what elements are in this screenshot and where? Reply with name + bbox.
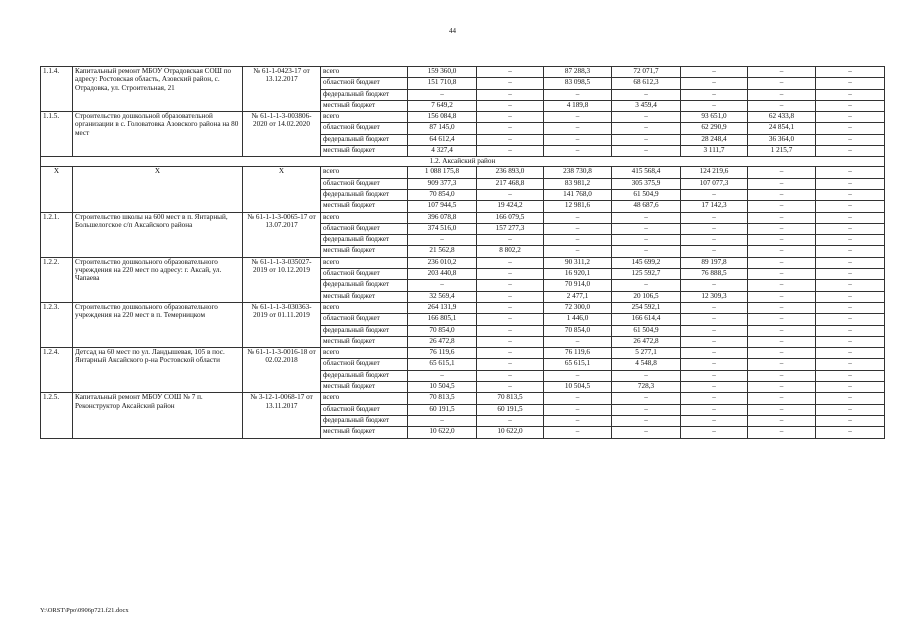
- amount-cell: –: [816, 189, 885, 200]
- page-number: 44: [449, 27, 456, 35]
- amount-cell: –: [681, 67, 748, 78]
- amount-cell: 5 277,1: [612, 348, 681, 359]
- amount-cell: –: [612, 404, 681, 415]
- amount-cell: –: [748, 370, 816, 381]
- amount-cell: 12 309,3: [681, 291, 748, 302]
- project-name: Строительство дошкольного образовательного учреждения на 220 мест в п. Темерницком: [73, 302, 243, 347]
- amount-cell: 16 920,1: [544, 269, 612, 280]
- amount-cell: –: [681, 212, 748, 223]
- amount-cell: –: [681, 415, 748, 426]
- amount-cell: 70 914,0: [544, 280, 612, 291]
- project-document: № 61-1-1-3-0016-18 от 02.02.2018: [243, 348, 321, 393]
- amount-cell: –: [477, 112, 544, 123]
- amount-cell: –: [748, 189, 816, 200]
- amount-cell: –: [612, 427, 681, 438]
- project-number: 1.2.2.: [41, 257, 73, 302]
- amount-cell: –: [748, 269, 816, 280]
- funding-source-label: местный бюджет: [321, 291, 408, 302]
- funding-source-label: местный бюджет: [321, 336, 408, 347]
- amount-cell: 415 568,4: [612, 167, 681, 178]
- amount-cell: –: [681, 302, 748, 313]
- funding-source-label: местный бюджет: [321, 201, 408, 212]
- amount-cell: 145 699,2: [612, 257, 681, 268]
- amount-cell: –: [748, 359, 816, 370]
- table-row: [41, 302, 885, 313]
- amount-cell: 305 375,9: [612, 178, 681, 189]
- amount-cell: 909 377,3: [408, 178, 477, 189]
- amount-cell: 10 504,5: [408, 382, 477, 393]
- amount-cell: –: [544, 212, 612, 223]
- amount-cell: 64 612,4: [408, 134, 477, 145]
- amount-cell: 12 981,6: [544, 201, 612, 212]
- amount-cell: –: [477, 415, 544, 426]
- amount-cell: –: [477, 189, 544, 200]
- amount-cell: –: [816, 314, 885, 325]
- amount-cell: 61 504,9: [612, 189, 681, 200]
- amount-cell: 10 622,0: [477, 427, 544, 438]
- amount-cell: –: [816, 223, 885, 234]
- funding-source-label: федеральный бюджет: [321, 134, 408, 145]
- amount-cell: 48 687,6: [612, 201, 681, 212]
- amount-cell: 70 854,0: [544, 325, 612, 336]
- amount-cell: 83 981,2: [544, 178, 612, 189]
- amount-cell: 72 300,0: [544, 302, 612, 313]
- amount-cell: –: [748, 382, 816, 393]
- amount-cell: 19 424,2: [477, 201, 544, 212]
- amount-cell: 236 010,2: [408, 257, 477, 268]
- amount-cell: 36 364,0: [748, 134, 816, 145]
- amount-cell: –: [477, 89, 544, 100]
- section-title: 1.2. Аксайский район: [41, 157, 885, 167]
- amount-cell: –: [681, 89, 748, 100]
- amount-cell: –: [408, 235, 477, 246]
- amount-cell: 151 710,8: [408, 78, 477, 89]
- funding-source-label: местный бюджет: [321, 100, 408, 111]
- amount-cell: 166 079,5: [477, 212, 544, 223]
- amount-cell: –: [681, 348, 748, 359]
- amount-cell: 26 472,8: [408, 336, 477, 347]
- funding-source-label: федеральный бюджет: [321, 370, 408, 381]
- amount-cell: –: [748, 393, 816, 404]
- amount-cell: –: [612, 370, 681, 381]
- amount-cell: –: [681, 246, 748, 257]
- project-number: 1.2.1.: [41, 212, 73, 257]
- project-document: № 61-1-0423-17 от 13.12.2017: [243, 67, 321, 112]
- amount-cell: 3 459,4: [612, 100, 681, 111]
- amount-cell: –: [612, 89, 681, 100]
- project-document: № 61-1-1-3-003806-2020 от 14.02.2020: [243, 112, 321, 157]
- amount-cell: –: [477, 314, 544, 325]
- amount-cell: –: [612, 235, 681, 246]
- project-document: № 61-1-1-3-035027-2019 от 10.12.2019: [243, 257, 321, 302]
- section-header-row: [41, 157, 885, 167]
- amount-cell: –: [544, 415, 612, 426]
- amount-cell: 24 854,1: [748, 123, 816, 134]
- amount-cell: –: [748, 89, 816, 100]
- amount-cell: –: [681, 359, 748, 370]
- funding-source-label: всего: [321, 348, 408, 359]
- funding-source-label: всего: [321, 257, 408, 268]
- amount-cell: –: [544, 223, 612, 234]
- amount-cell: –: [681, 382, 748, 393]
- amount-cell: –: [748, 280, 816, 291]
- amount-cell: 70 813,5: [477, 393, 544, 404]
- amount-cell: –: [816, 112, 885, 123]
- amount-cell: –: [544, 404, 612, 415]
- amount-cell: 70 813,5: [408, 393, 477, 404]
- footer-path: Y:\ORST\Ppo\0906p721.f21.docx: [40, 607, 129, 614]
- amount-cell: –: [748, 302, 816, 313]
- amount-cell: 26 472,8: [612, 336, 681, 347]
- amount-cell: –: [816, 393, 885, 404]
- amount-cell: –: [748, 348, 816, 359]
- amount-cell: 217 468,8: [477, 178, 544, 189]
- amount-cell: –: [816, 336, 885, 347]
- amount-cell: 3 111,7: [681, 146, 748, 157]
- amount-cell: –: [477, 146, 544, 157]
- amount-cell: 157 277,3: [477, 223, 544, 234]
- project-name: Строительство дошкольного образовательного учреждения на 220 мест по адресу: г. Аксай, ул. Чапаева: [73, 257, 243, 302]
- amount-cell: –: [477, 123, 544, 134]
- project-document: № 3-12-1-0068-17 от 13.11.2017: [243, 393, 321, 438]
- amount-cell: 61 504,9: [612, 325, 681, 336]
- amount-cell: –: [748, 257, 816, 268]
- amount-cell: 1 215,7: [748, 146, 816, 157]
- funding-source-label: федеральный бюджет: [321, 325, 408, 336]
- amount-cell: –: [477, 134, 544, 145]
- project-name: Х: [73, 167, 243, 212]
- project-name: Строительство дошкольной образовательной организации в с. Головатовка Азовского района на 80 мест: [73, 112, 243, 157]
- amount-cell: –: [816, 257, 885, 268]
- amount-cell: 87 288,3: [544, 67, 612, 78]
- amount-cell: –: [544, 123, 612, 134]
- amount-cell: –: [748, 314, 816, 325]
- amount-cell: –: [477, 382, 544, 393]
- amount-cell: 4 189,8: [544, 100, 612, 111]
- amount-cell: 1 446,0: [544, 314, 612, 325]
- amount-cell: 107 944,5: [408, 201, 477, 212]
- amount-cell: –: [544, 336, 612, 347]
- amount-cell: –: [816, 382, 885, 393]
- amount-cell: –: [748, 427, 816, 438]
- amount-cell: –: [748, 415, 816, 426]
- amount-cell: –: [748, 78, 816, 89]
- amount-cell: 90 311,2: [544, 257, 612, 268]
- amount-cell: 203 440,8: [408, 269, 477, 280]
- amount-cell: 68 612,3: [612, 78, 681, 89]
- amount-cell: 62 433,8: [748, 112, 816, 123]
- amount-cell: 93 651,0: [681, 112, 748, 123]
- funding-source-label: федеральный бюджет: [321, 89, 408, 100]
- project-name: Капитальный ремонт МБОУ Отрадовская СОШ по адресу: Ростовская область, Азовский район, с. Отрадовка, ул. Строительная, 21: [73, 67, 243, 112]
- amount-cell: –: [477, 280, 544, 291]
- amount-cell: –: [748, 201, 816, 212]
- funding-source-label: федеральный бюджет: [321, 415, 408, 426]
- project-document: № 61-1-1-3-030363-2019 от 01.11.2019: [243, 302, 321, 347]
- funding-source-label: всего: [321, 393, 408, 404]
- funding-source-label: всего: [321, 167, 408, 178]
- table-row: [41, 67, 885, 78]
- amount-cell: 7 649,2: [408, 100, 477, 111]
- amount-cell: –: [408, 415, 477, 426]
- amount-cell: –: [544, 235, 612, 246]
- table-row: [41, 257, 885, 268]
- amount-cell: 141 768,0: [544, 189, 612, 200]
- amount-cell: –: [477, 67, 544, 78]
- amount-cell: –: [612, 280, 681, 291]
- funding-source-label: областной бюджет: [321, 123, 408, 134]
- amount-cell: –: [681, 370, 748, 381]
- amount-cell: 254 592,1: [612, 302, 681, 313]
- amount-cell: –: [748, 100, 816, 111]
- amount-cell: 374 516,0: [408, 223, 477, 234]
- amount-cell: –: [612, 246, 681, 257]
- amount-cell: –: [477, 291, 544, 302]
- table-row: [41, 167, 885, 178]
- amount-cell: 107 077,3: [681, 178, 748, 189]
- project-name: Детсад на 60 мест по ул. Ландышевая, 105 в пос. Янтарный Аксайского р-на Ростовской области: [73, 348, 243, 393]
- amount-cell: –: [681, 78, 748, 89]
- amount-cell: –: [816, 269, 885, 280]
- project-number: Х: [41, 167, 73, 212]
- amount-cell: 159 360,0: [408, 67, 477, 78]
- budget-table: [40, 66, 885, 439]
- amount-cell: –: [816, 280, 885, 291]
- amount-cell: 4 548,8: [612, 359, 681, 370]
- amount-cell: –: [816, 246, 885, 257]
- amount-cell: –: [816, 100, 885, 111]
- amount-cell: 21 562,8: [408, 246, 477, 257]
- amount-cell: –: [748, 178, 816, 189]
- amount-cell: 62 290,9: [681, 123, 748, 134]
- amount-cell: –: [408, 280, 477, 291]
- amount-cell: 166 805,1: [408, 314, 477, 325]
- amount-cell: –: [681, 280, 748, 291]
- amount-cell: –: [816, 123, 885, 134]
- amount-cell: –: [748, 404, 816, 415]
- amount-cell: –: [477, 269, 544, 280]
- amount-cell: 4 327,4: [408, 146, 477, 157]
- amount-cell: –: [681, 314, 748, 325]
- amount-cell: –: [408, 89, 477, 100]
- amount-cell: 20 106,5: [612, 291, 681, 302]
- amount-cell: –: [612, 393, 681, 404]
- amount-cell: 89 197,8: [681, 257, 748, 268]
- funding-source-label: областной бюджет: [321, 269, 408, 280]
- amount-cell: –: [681, 223, 748, 234]
- amount-cell: –: [816, 78, 885, 89]
- amount-cell: –: [612, 112, 681, 123]
- amount-cell: 124 219,6: [681, 167, 748, 178]
- amount-cell: –: [816, 415, 885, 426]
- amount-cell: –: [681, 404, 748, 415]
- funding-source-label: местный бюджет: [321, 427, 408, 438]
- amount-cell: –: [816, 201, 885, 212]
- amount-cell: 76 888,5: [681, 269, 748, 280]
- amount-cell: –: [816, 67, 885, 78]
- amount-cell: –: [748, 235, 816, 246]
- amount-cell: –: [748, 212, 816, 223]
- project-document: Х: [243, 167, 321, 212]
- amount-cell: –: [816, 427, 885, 438]
- funding-source-label: всего: [321, 67, 408, 78]
- amount-cell: –: [544, 112, 612, 123]
- amount-cell: –: [748, 325, 816, 336]
- amount-cell: –: [612, 146, 681, 157]
- amount-cell: –: [748, 336, 816, 347]
- funding-source-label: всего: [321, 302, 408, 313]
- amount-cell: 17 142,3: [681, 201, 748, 212]
- amount-cell: 125 592,7: [612, 269, 681, 280]
- amount-cell: –: [477, 336, 544, 347]
- amount-cell: –: [612, 123, 681, 134]
- amount-cell: 65 615,1: [408, 359, 477, 370]
- table-row: [41, 112, 885, 123]
- amount-cell: –: [544, 146, 612, 157]
- table-row: [41, 393, 885, 404]
- amount-cell: 87 145,0: [408, 123, 477, 134]
- project-name: Капитальный ремонт МБОУ СОШ № 7 п. Реконструктор Аксайский район: [73, 393, 243, 438]
- amount-cell: –: [477, 370, 544, 381]
- amount-cell: –: [816, 178, 885, 189]
- amount-cell: 238 730,8: [544, 167, 612, 178]
- amount-cell: –: [681, 427, 748, 438]
- amount-cell: 76 119,6: [544, 348, 612, 359]
- project-number: 1.1.4.: [41, 67, 73, 112]
- amount-cell: 70 854,0: [408, 325, 477, 336]
- amount-cell: –: [681, 100, 748, 111]
- funding-source-label: всего: [321, 112, 408, 123]
- amount-cell: –: [477, 359, 544, 370]
- amount-cell: –: [816, 359, 885, 370]
- amount-cell: –: [816, 302, 885, 313]
- amount-cell: –: [477, 325, 544, 336]
- amount-cell: –: [612, 223, 681, 234]
- amount-cell: 166 614,4: [612, 314, 681, 325]
- amount-cell: –: [816, 325, 885, 336]
- funding-source-label: местный бюджет: [321, 382, 408, 393]
- amount-cell: 728,3: [612, 382, 681, 393]
- amount-cell: –: [681, 393, 748, 404]
- project-number: 1.2.4.: [41, 348, 73, 393]
- table-row: [41, 212, 885, 223]
- amount-cell: –: [816, 146, 885, 157]
- funding-source-label: местный бюджет: [321, 246, 408, 257]
- amount-cell: –: [816, 291, 885, 302]
- amount-cell: 76 119,6: [408, 348, 477, 359]
- funding-source-label: федеральный бюджет: [321, 280, 408, 291]
- amount-cell: –: [477, 78, 544, 89]
- amount-cell: –: [748, 67, 816, 78]
- amount-cell: –: [748, 223, 816, 234]
- funding-source-label: областной бюджет: [321, 78, 408, 89]
- funding-source-label: областной бюджет: [321, 314, 408, 325]
- amount-cell: 10 504,5: [544, 382, 612, 393]
- amount-cell: –: [681, 325, 748, 336]
- amount-cell: 156 084,8: [408, 112, 477, 123]
- amount-cell: –: [748, 246, 816, 257]
- amount-cell: –: [816, 167, 885, 178]
- amount-cell: 8 802,2: [477, 246, 544, 257]
- amount-cell: –: [477, 348, 544, 359]
- amount-cell: –: [816, 89, 885, 100]
- amount-cell: 1 088 175,8: [408, 167, 477, 178]
- amount-cell: –: [816, 348, 885, 359]
- amount-cell: –: [816, 134, 885, 145]
- amount-cell: –: [544, 370, 612, 381]
- funding-source-label: областной бюджет: [321, 223, 408, 234]
- funding-source-label: всего: [321, 212, 408, 223]
- project-number: 1.1.5.: [41, 112, 73, 157]
- amount-cell: 10 622,0: [408, 427, 477, 438]
- amount-cell: –: [816, 404, 885, 415]
- funding-source-label: областной бюджет: [321, 359, 408, 370]
- amount-cell: –: [544, 134, 612, 145]
- amount-cell: –: [612, 212, 681, 223]
- funding-source-label: федеральный бюджет: [321, 235, 408, 246]
- amount-cell: –: [816, 212, 885, 223]
- amount-cell: 396 078,8: [408, 212, 477, 223]
- project-name: Строительство школы на 600 мест в п. Янтарный, Большелогское с/п Аксайского района: [73, 212, 243, 257]
- amount-cell: –: [748, 167, 816, 178]
- amount-cell: –: [477, 235, 544, 246]
- amount-cell: 28 248,4: [681, 134, 748, 145]
- amount-cell: –: [681, 235, 748, 246]
- amount-cell: –: [748, 291, 816, 302]
- amount-cell: 60 191,5: [408, 404, 477, 415]
- amount-cell: –: [612, 134, 681, 145]
- funding-source-label: федеральный бюджет: [321, 189, 408, 200]
- project-number: 1.2.3.: [41, 302, 73, 347]
- amount-cell: –: [544, 393, 612, 404]
- amount-cell: –: [681, 336, 748, 347]
- amount-cell: –: [477, 257, 544, 268]
- funding-source-label: областной бюджет: [321, 404, 408, 415]
- amount-cell: –: [408, 370, 477, 381]
- amount-cell: –: [681, 189, 748, 200]
- amount-cell: 32 569,4: [408, 291, 477, 302]
- amount-cell: –: [544, 427, 612, 438]
- amount-cell: 264 131,9: [408, 302, 477, 313]
- amount-cell: 72 071,7: [612, 67, 681, 78]
- amount-cell: 236 893,0: [477, 167, 544, 178]
- amount-cell: –: [477, 302, 544, 313]
- project-number: 1.2.5.: [41, 393, 73, 438]
- funding-source-label: областной бюджет: [321, 178, 408, 189]
- amount-cell: 65 615,1: [544, 359, 612, 370]
- amount-cell: –: [816, 235, 885, 246]
- amount-cell: 83 098,5: [544, 78, 612, 89]
- project-document: № 61-1-1-3-0065-17 от 13.07.2017: [243, 212, 321, 257]
- amount-cell: –: [544, 246, 612, 257]
- amount-cell: 60 191,5: [477, 404, 544, 415]
- funding-source-label: местный бюджет: [321, 146, 408, 157]
- amount-cell: –: [544, 89, 612, 100]
- amount-cell: 2 477,1: [544, 291, 612, 302]
- amount-cell: –: [816, 370, 885, 381]
- table-row: [41, 348, 885, 359]
- amount-cell: –: [612, 415, 681, 426]
- amount-cell: 70 854,0: [408, 189, 477, 200]
- amount-cell: –: [477, 100, 544, 111]
